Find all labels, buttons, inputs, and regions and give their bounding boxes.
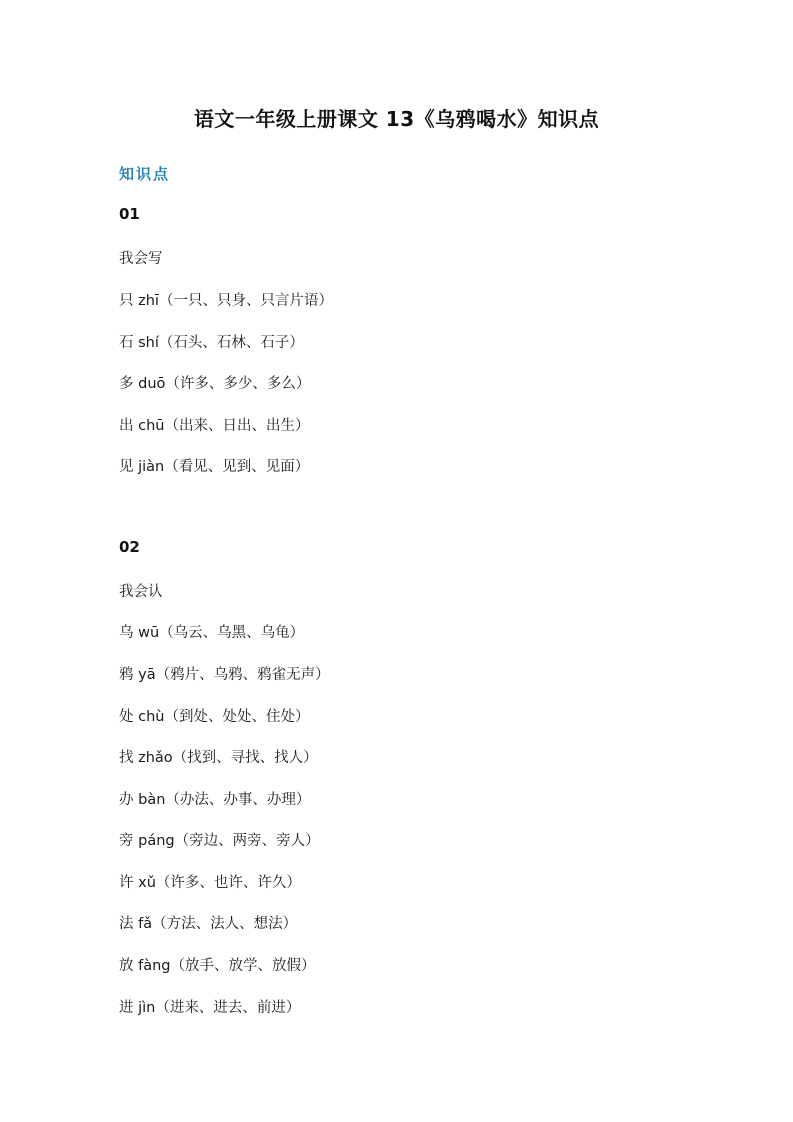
section-heading: 知识点 bbox=[119, 165, 171, 183]
list-item: 找 zhǎo（找到、寻找、找人） bbox=[119, 750, 318, 766]
group-number: 02 bbox=[119, 538, 140, 556]
group-label: 我会写 bbox=[119, 251, 163, 267]
list-item: 见 jiàn（看见、见到、见面） bbox=[119, 459, 310, 475]
group-label: 我会认 bbox=[119, 584, 163, 600]
list-item: 乌 wū（乌云、乌黑、乌龟） bbox=[119, 625, 305, 641]
page-title: 语文一年级上册课文 13《乌鸦喝水》知识点 bbox=[193, 107, 600, 131]
group-number: 01 bbox=[119, 205, 140, 223]
list-item: 石 shí（石头、石林、石子） bbox=[119, 335, 304, 351]
list-item: 放 fàng（放手、放学、放假） bbox=[119, 958, 316, 974]
list-item: 多 duō（许多、多少、多么） bbox=[119, 376, 311, 392]
list-item: 旁 páng（旁边、两旁、旁人） bbox=[119, 833, 320, 849]
list-item: 鸦 yā（鸦片、乌鸦、鸦雀无声） bbox=[119, 667, 330, 683]
list-item: 处 chù（到处、处处、住处） bbox=[119, 709, 310, 725]
list-item: 许 xǔ（许多、也许、许久） bbox=[119, 875, 301, 891]
list-item: 只 zhī（一只、只身、只言片语） bbox=[119, 293, 333, 309]
list-item: 出 chū（出来、日出、出生） bbox=[119, 418, 310, 434]
list-item: 进 jìn（进来、进去、前进） bbox=[119, 1000, 301, 1016]
list-item: 法 fǎ（方法、法人、想法） bbox=[119, 916, 298, 932]
list-item: 办 bàn（办法、办事、办理） bbox=[119, 792, 311, 808]
